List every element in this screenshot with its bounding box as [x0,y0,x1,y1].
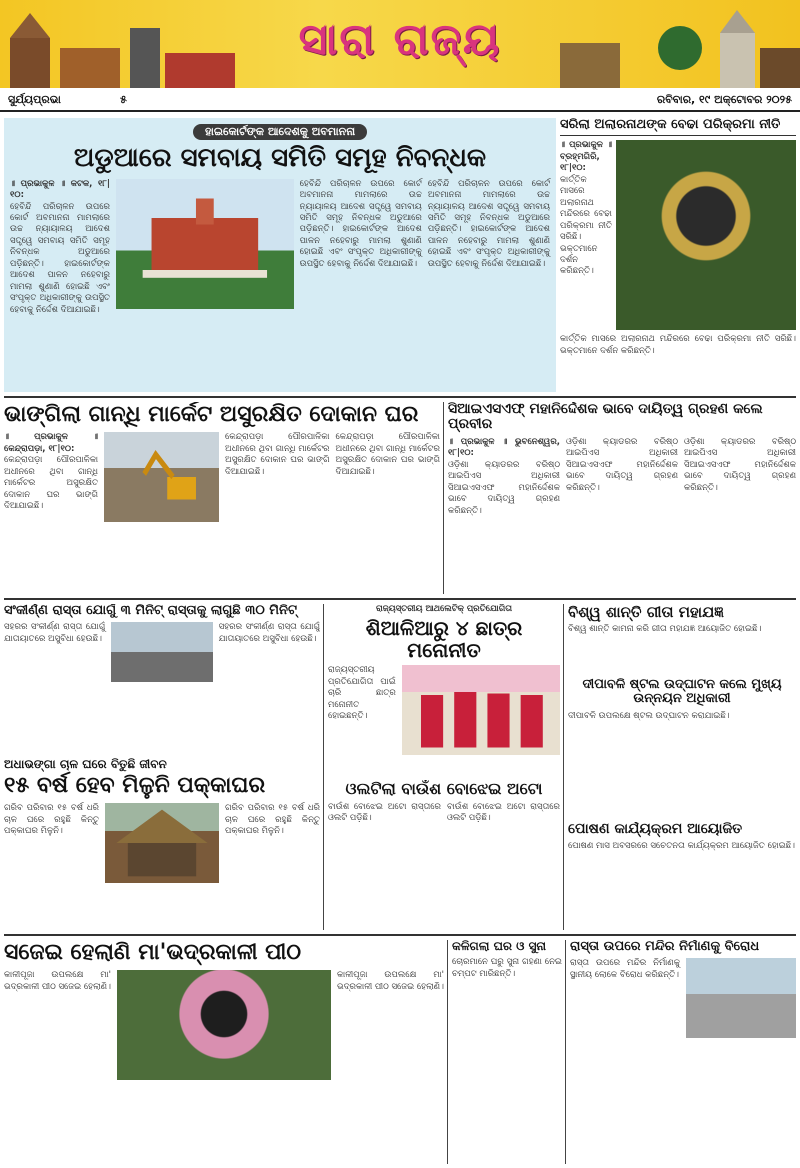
nutrition-story [568,822,796,930]
hut-story [4,758,320,930]
excavator-illustration [104,432,219,522]
alarnath-body-cont: କାର୍ତ୍ତିକ ମାସରେ ଅଲାରନାଥ ମନ୍ଦିରରେ ବେଢା ପରିକ୍ରମା ନୀତି ସରିଛି। ଭକ୍ତମାନେ ଦର୍ଶନ କରିଛନ୍ତି। [560,334,796,356]
lead-body-cont: ହେବିନ୍ଦି ପରିଚାଳନ ଉପରେ କୋର୍ଟ ଅବମାନନା ମାମଲାରେ ଉଚ୍ଚ ନ୍ୟାୟାଳୟ ଆଦେଶ ସତ୍ତ୍ୱେ ସମବାୟ ସମିତି ସମୂହ ନିବନ୍ଧକ ଅଡୁଆରେ ପଡ଼ିଛନ୍ତି। ହାଇକୋର୍ଟଙ୍କ ଆଦେଶ ପାଳନ ନହେବାରୁ ମାମଲା ଶୁଣାଣି ହୋଇଛି ଏବଂ ସଂପୃକ୍ତ ଅଧିକାରୀଙ୍କୁ ଉପସ୍ଥିତ ହେବାକୁ ନିର୍ଦ୍ଦେଶ ଦିଆଯାଇଛି। [299,178,422,269]
students-photo [402,665,560,755]
oppose-story [570,940,796,1164]
bhadrakali-deity-photo [117,970,331,1080]
cisf-story [448,402,796,594]
auto-body-cont: ବାଉଁଶ ବୋଝେଇ ଅଟୋ ରାସ୍ତାରେ ଓଲଟି ପଡ଼ିଛି। [447,801,560,824]
high-court-photo [116,179,294,309]
cisf-dateline: ॥ ପ୍ରଭାକୁଳ ॥ ଭୁବନେଶ୍ୱର, ୧୮|୧୦: [448,436,560,459]
cisf-headline: ସିଆଇଏସଏଫ୍ ମହାନିର୍ଦ୍ଦେଶକ ଭାବେ ଦାୟିତ୍ୱ ଗ୍ରହଣ କଲେ ପ୍ରବୀର [448,402,763,433]
newspaper-title: ସାରା ରାଜ୍ୟ [298,14,502,65]
traffic-photo [111,622,212,682]
publication-name: ସୁର୍ଯ୍ୟପ୍ରଭା [8,93,61,106]
issue-date: ରବିବାର, ୧୯ ଅକ୍ଟୋବର ୨୦୨୫ [656,93,792,106]
roadside-temple-photo [686,958,796,1038]
temple-story [4,940,444,1164]
market-body: କେନ୍ଦ୍ରାପଡ଼ା ପୌରପାଳିକା ଅଧୀନରେ ଥିବା ଗାନ୍ଧି ମାର୍କେଟର ଅସୁରକ୍ଷିତ ଦୋକାନ ଘର ଭାଙ୍ଗି ଦିଆଯାଇଛି। [4,455,99,511]
lead-body-cont-2: ହେବିନ୍ଦି ପରିଚାଳନ ଉପରେ କୋର୍ଟ ଅବମାନନା ମାମଲାରେ ଉଚ୍ଚ ନ୍ୟାୟାଳୟ ଆଦେଶ ସତ୍ତ୍ୱେ ସମବାୟ ସମିତି ସମୂହ ନିବନ୍ଧକ ଅଡୁଆରେ ପଡ଼ିଛନ୍ତି। ହାଇକୋର୍ଟଙ୍କ ଆଦେଶ ପାଳନ ନହେବାରୁ ମାମଲା ଶୁଣାଣି ହୋଇଛି ଏବଂ ସଂପୃକ୍ତ ଅଧିକାରୀଙ୍କୁ ଉପସ୍ଥିତ ହେବାକୁ ନିର୍ଦ୍ଦେଶ ଦିଆଯାଇଛି। [427,178,550,269]
oppose-headline: ରାସ୍ତା ଉପରେ ମନ୍ଦିର ନିର୍ମାଣକୁ ବିରୋଧ [570,940,760,954]
column-rule-5 [565,940,566,1164]
theft-headline: କଳିଗଲା ଘର ଓ ସୁନା [452,940,547,953]
auto-story [328,780,560,930]
theft-story [452,940,562,1164]
lead-body: ହେବିନ୍ଦି ପରିଚାଳନ ଉପରେ କୋର୍ଟ ଅବମାନନା ମାମଲାରେ ଉଚ୍ଚ ନ୍ୟାୟାଳୟ ଆଦେଶ ସତ୍ତ୍ୱେ ସମବାୟ ସମିତି ସମୂହ ନିବନ୍ଧକ ଅଡୁଆରେ ପଡ଼ିଛନ୍ତି। ହାଇକୋର୍ଟଙ୍କ ଆଦେଶ ପାଳନ ନହେବାରୁ ମାମଲା ଶୁଣାଣି ହୋଇଛି ଏବଂ ସଂପୃକ୍ତ ଅଧିକାରୀଙ୍କୁ ଉପସ୍ଥିତ ହେବାକୁ ନିର୍ଦ୍ଦେଶ ଦିଆଯାଇଛି। [10,201,110,315]
court-building-illustration [116,179,294,309]
lead-dateline: ॥ ପ୍ରଭାକୁଳ ॥ କଟକ, ୧୮|୧୦: [10,178,110,201]
lead-headline: ଅଡୁଆରେ ସମବାୟ ସମିତି ସମୂହ ନିବନ୍ଧକ [73,143,487,173]
column-rule-4 [447,940,448,1164]
cisf-body-cont-2: ଓଡ଼ିଶା କ୍ୟାଡରର ବରିଷ୍ଠ ଆଇପିଏସ ଅଧିକାରୀ ସିଆଇଏସଏଫ ମହାନିର୍ଦ୍ଦେଶକ ଭାବେ ଦାୟିତ୍ୱ ଗ୍ରହଣ କରିଛନ୍ତି। [684,436,796,493]
column-rule-2 [323,604,324,930]
nutrition-body: ପୋଷଣ ମାସ ଅବସରରେ ସଚେତନତା କାର୍ଯ୍ୟକ୍ରମ ଆୟୋଜିତ ହୋଇଛି। [568,841,796,852]
column-rule [443,402,444,594]
nutrition-headline: ପୋଷଣ କାର୍ଯ୍ୟକ୍ରମ ଆୟୋଜିତ [568,822,743,837]
athletics-kicker: ରାଜ୍ୟସ୍ତରୀୟ ଆଥଲେଟିକ୍ ପ୍ରତିଯୋଗିତା [375,604,513,614]
masthead [0,0,800,88]
dateline-bar [0,90,800,112]
road-body: ସହରର ସଂକୀର୍ଣ୍ଣ ରାସ୍ତା ଯୋଗୁଁ ଯାତାୟାତରେ ଅସୁବିଧା ହେଉଛି। [4,622,106,644]
alarnath-body: କାର୍ତ୍ତିକ ମାସରେ ଅଲାରନାଥ ମନ୍ଦିରରେ ବେଢା ପରିକ୍ରମା ନୀତି ସରିଛି। ଭକ୍ତମାନେ ଦର୍ଶନ କରିଛନ୍ତି। [560,174,612,277]
market-headline: ଭାଙ୍ଗିଲା ଗାନ୍ଧି ମାର୍କେଟ ଅସୁରକ୍ଷିତ ଦୋକାନ ଘର [4,402,419,427]
section-divider-3 [4,934,796,936]
market-body-cont-2: କେନ୍ଦ୍ରାପଡ଼ା ପୌରପାଳିକା ଅଧୀନରେ ଥିବା ଗାନ୍ଧି ମାର୍କେଟର ଅସୁରକ୍ଷିତ ଦୋକାନ ଘର ଭାଙ୍ଗି ଦିଆଯାଇଛି। [335,432,440,477]
gita-body: ବିଶ୍ୱ ଶାନ୍ତି କାମନା କରି ଗୀତା ମହାଯଜ୍ଞ ଆୟୋଜିତ ହୋଇଛି। [568,623,762,634]
theft-body: ଚୋରମାନେ ଘରୁ ସୁନା ଗହଣା ନେଇ ଚମ୍ପଟ ମାରିଛନ୍ତି। [452,957,562,979]
hut-body-cont: ଗରିବ ପରିବାର ୧୫ ବର୍ଷ ଧରି ଚାଳ ଘରେ ରହୁଛି କିନ୍ତୁ ପକ୍କାଘର ମିଳୁନି। [225,803,320,837]
hut-body: ଗରିବ ପରିବାର ୧୫ ବର୍ଷ ଧରି ଚାଳ ଘରେ ରହୁଛି କିନ୍ତୁ ପକ୍କାଘର ମିଳୁନି। [4,803,99,837]
auto-headline: ଓଲଟିଲା ବାଉଁଶ ବୋଝେଇ ଅଟୋ [345,780,543,798]
hut-illustration [105,803,219,883]
diwali-body: ଦୀପାବଳି ଉପଲକ୍ଷେ ଷ୍ଟଲ ଉଦ୍‌ଘାଟନ କରାଯାଇଛି। [568,710,730,721]
alarnath-headline: ସରିଲା ଅଲାରନାଥଙ୍କ ବେଢା ପରିକ୍ରମା ନୀତି [560,118,796,136]
diwali-story [568,678,796,818]
market-dateline: ॥ ପ୍ରଭାକୁଳ ॥ କେନ୍ଦ୍ରାପଡ଼ା, ୧୮|୧୦: [4,432,99,454]
cisf-body: ଓଡ଼ିଶା କ୍ୟାଡରର ବରିଷ୍ଠ ଆଇପିଏସ ଅଧିକାରୀ ସିଆଇଏସଏଫ ମହାନିର୍ଦ୍ଦେଶକ ଭାବେ ଦାୟିତ୍ୱ ଗ୍ରହଣ କରିଛନ୍ତି। [448,459,560,516]
temple-body-cont: କାଳୀପୂଜା ଉପଲକ୍ଷେ ମା' ଭଦ୍ରକାଳୀ ପୀଠ ସଜେଇ ହେଲାଣି। [337,970,444,992]
auto-body: ବାଉଁଶ ବୋଝେଇ ଅଟୋ ରାସ୍ତାରେ ଓଲଟି ପଡ଼ିଛି। [328,801,441,824]
road-story [4,604,320,754]
diwali-headline: ଦୀପାବଳି ଷ୍ଟଲ ଉଦ୍‌ଘାଟନ କଲେ ମୁଖ୍ୟ ଉନ୍ନୟନ ଅଧିକାରୀ [582,678,782,707]
athletics-headline: ଶିଆଳିଆରୁ ୪ ଛାତ୍ର ମନୋନୀତ [365,616,523,663]
students-illustration [402,665,560,755]
market-body-cont: କେନ୍ଦ୍ରାପଡ଼ା ପୌରପାଳିକା ଅଧୀନରେ ଥିବା ଗାନ୍ଧି ମାର୍କେଟର ଅସୁରକ୍ଷିତ ଦୋକାନ ଘର ଭାଙ୍ଗି ଦିଆଯାଇଛି। [225,432,330,477]
section-divider-2 [4,598,796,600]
gita-story [568,604,796,674]
demolition-photo [104,432,219,522]
road-headline: ସଂକୀର୍ଣ୍ଣ ରାସ୍ତା ଯୋଗୁଁ ୩ ମିନିଟ୍ ରାସ୍ତାକୁ ଲାଗୁଛି ୩୦ ମିନିଟ୍ [4,604,297,618]
thatched-hut-photo [105,803,219,883]
alarnath-dateline: ॥ ପ୍ରଭାକୁଳ ॥ ବ୍ରହ୍ମଗିରି, ୧୮|୧୦: [560,140,612,174]
alarnath-story [560,118,796,392]
column-rule-3 [563,604,564,930]
athletics-body: ରାଜ୍ୟସ୍ତରୀୟ ପ୍ରତିଯୋଗିତା ପାଇଁ ଚାରି ଛାତ୍ର ମନୋନୀତ ହୋଇଛନ୍ତି। [328,665,396,722]
cisf-body-cont: ଓଡ଼ିଶା କ୍ୟାଡରର ବରିଷ୍ଠ ଆଇପିଏସ ଅଧିକାରୀ ସିଆଇଏସଏଫ ମହାନିର୍ଦ୍ଦେଶକ ଭାବେ ଦାୟିତ୍ୱ ଗ୍ରହଣ କରିଛନ୍ତି। [566,436,678,493]
gita-headline: ବିଶ୍ୱ ଶାନ୍ତି ଗୀତା ମହାଯଜ୍ଞ [568,604,724,621]
athletics-story [328,604,560,774]
lead-story [4,118,556,392]
temple-headline: ସଜେଇ ହେଲାଣି ମା'ଭଦ୍ରକାଳୀ ପୀଠ [4,940,302,965]
alarnath-deity-photo [616,140,796,330]
temple-body: କାଳୀପୂଜା ଉପଲକ୍ଷେ ମା' ଭଦ୍ରକାଳୀ ପୀଠ ସଜେଇ ହେଲାଣି। [4,970,111,992]
market-story [4,402,440,594]
page-number: ୫ [120,93,127,106]
oppose-body: ରାସ୍ତା ଉପରେ ମନ୍ଦିର ନିର୍ମାଣକୁ ସ୍ଥାନୀୟ ଲୋକେ ବିରୋଧ କରିଛନ୍ତି। [570,958,680,980]
road-body-cont: ସହରର ସଂକୀର୍ଣ୍ଣ ରାସ୍ତା ଯୋଗୁଁ ଯାତାୟାତରେ ଅସୁବିଧା ହେଉଛି। [218,622,320,644]
hut-headline: ୧୫ ବର୍ଷ ହେବ ମିଳୁନି ପକ୍କାଘର [4,772,266,799]
section-divider [4,396,796,398]
lead-kicker: ହାଇକୋର୍ଟଙ୍କ ଆଦେଶକୁ ଅବମାନନା [193,124,367,140]
hut-kicker: ଅଧାଭଙ୍ଗା ଚାଳ ଘରେ ବିତୁଛି ଜୀବନ [4,758,167,771]
